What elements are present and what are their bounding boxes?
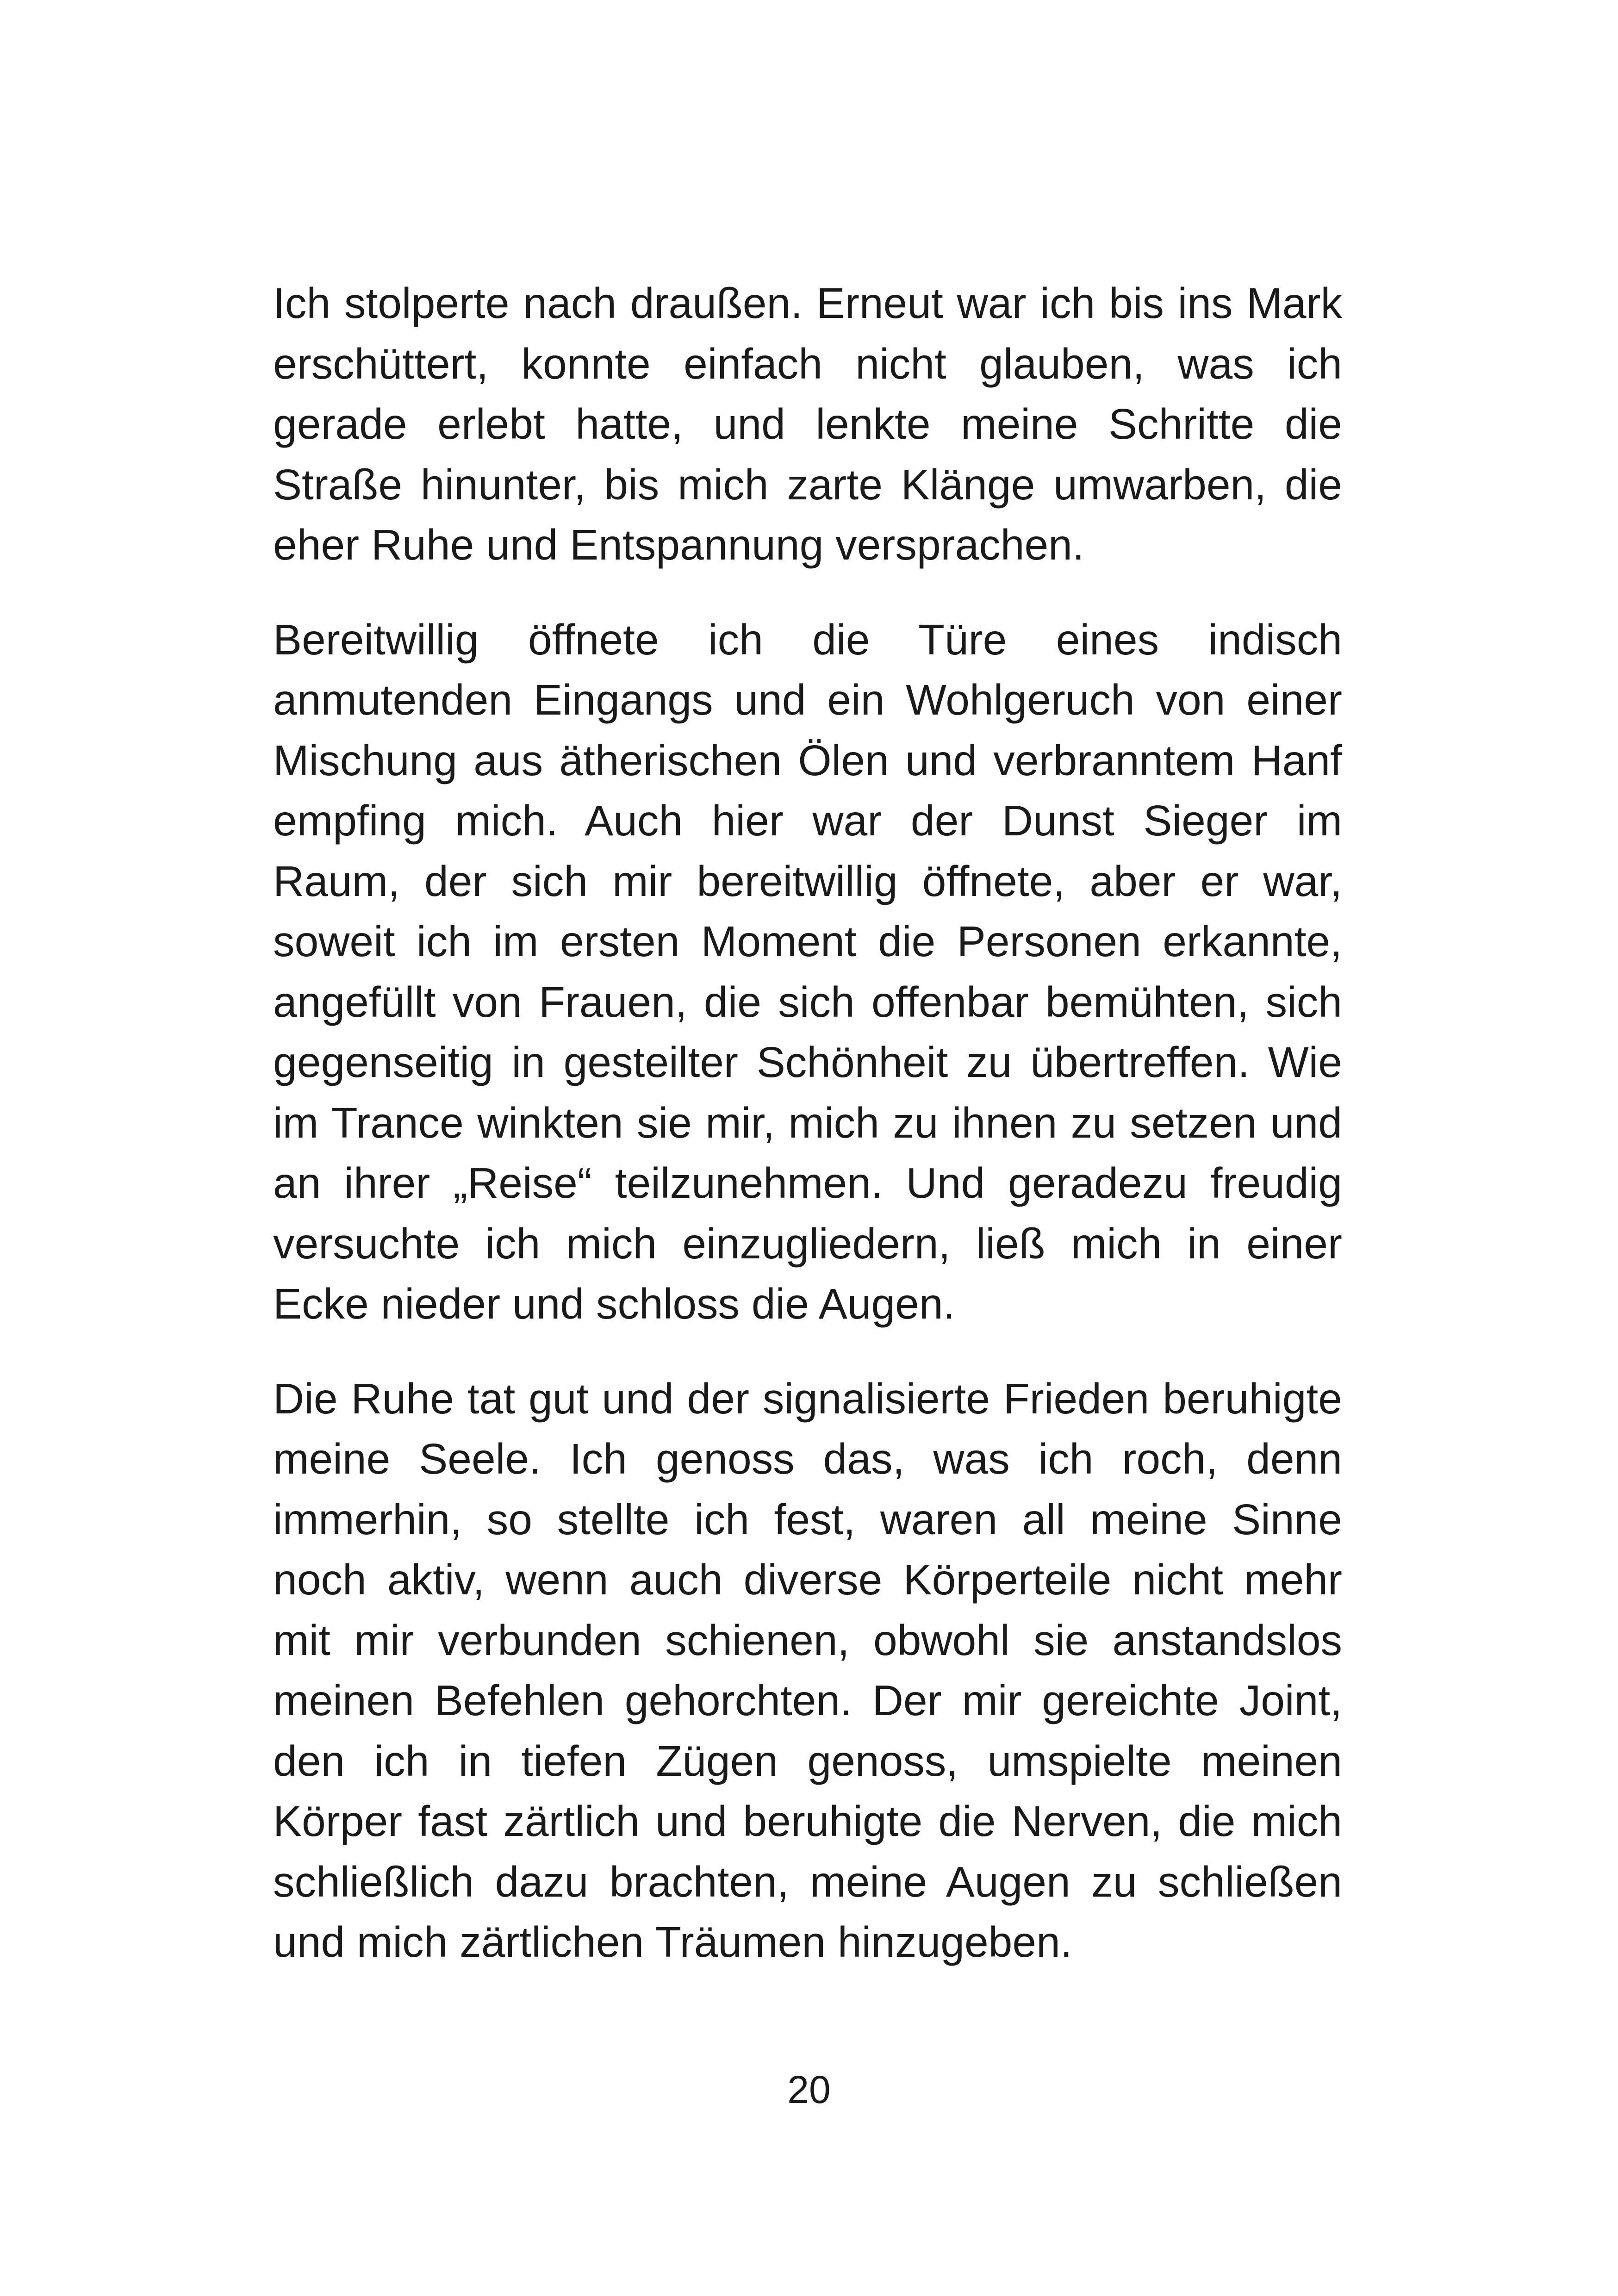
page-body <box>273 273 1342 2007</box>
paragraph-3: Die Ruhe tat gut und der signalisierte Frieden beruhigte meine Seele. Ich genoss das, was ich roch, denn immerhin, so stellte ich fest, waren all meine Sinne noch aktiv, wenn auch diverse Körperteile nicht mehr mit mir verbunden schienen, obwohl sie anstandslos meinen Befehlen gehorchten. Der mir gereichte Joint, den ich in tiefen Zügen genoss, umspielte meinen Körper fast zärtlich und beruhigte die Nerven, die mich schließlich dazu brachten, meine Augen zu schließen und mich zärtlichen Träumen hinzugeben. <box>273 1374 1342 1966</box>
paragraph-2: Bereitwillig öffnete ich die Türe eines indisch anmutenden Eingangs und ein Wohlgeruch von einer Mischung aus ätherischen Ölen und verbranntem Hanf empfing mich. Auch hier war der Dunst Sieger im Raum, der sich mir bereitwillig öffnete, aber er war, soweit ich im ersten Moment die Personen erkannte, angefüllt von Frauen, die sich offenbar bemühten, sich gegenseitig in gesteilter Schönheit zu übertreffen. Wie im Trance winkten sie mir, mich zu ihnen zu setzen und an ihrer „Reise“ teilzunehmen. Und geradezu freudig versuchte ich mich einzugliedern, ließ mich in einer Ecke nieder und schloss die Augen. <box>273 615 1342 1328</box>
page-number: 20 <box>787 2068 831 2111</box>
paragraph-1: Ich stolperte nach draußen. Erneut war ich bis ins Mark erschüttert, konnte einfach nicht glauben, was ich gerade erlebt hatte, und lenkte meine Schritte die Straße hinunter, bis mich zarte Klänge umwarben, die eher Ruhe und Entspannung versprachen. <box>273 279 1342 569</box>
